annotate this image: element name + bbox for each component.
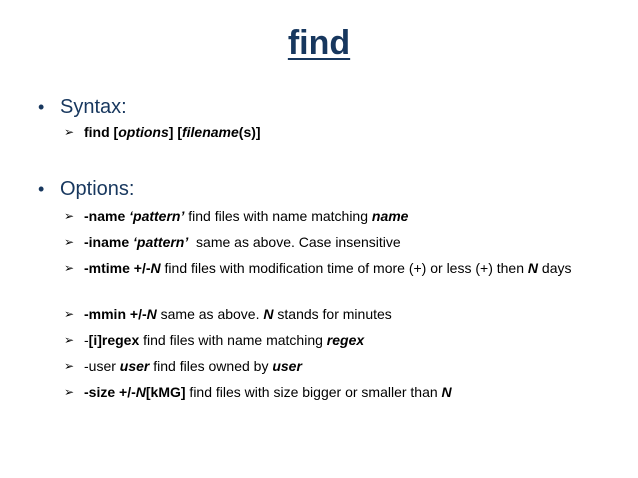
syntax-heading: Syntax: <box>60 96 127 118</box>
text-run: N <box>146 306 157 322</box>
text-run: -user <box>84 358 120 374</box>
syntax-item-text <box>84 122 604 143</box>
text-run: ‘pattern’ <box>133 234 189 250</box>
text-run: find [ <box>84 124 119 140</box>
text-run: find files owned by <box>149 358 273 374</box>
bullet-options <box>38 178 134 201</box>
options-item <box>64 258 604 279</box>
text-run: N <box>263 306 274 322</box>
bullet-syntax <box>38 96 127 119</box>
text-run: regex <box>326 332 365 348</box>
text-run: -mmin +/- <box>84 306 147 322</box>
text-run: find files with name matching <box>184 208 372 224</box>
arrow-bullet-icon: ➢ <box>64 307 75 321</box>
text-run: -iname <box>84 234 134 250</box>
text-run: name <box>371 208 409 224</box>
text-run: stands for minutes <box>273 306 392 322</box>
options-item <box>64 382 604 403</box>
options-item-text <box>84 356 604 377</box>
options-heading: Options: <box>60 178 135 200</box>
text-run: find files with name matching <box>139 332 327 348</box>
syntax-item <box>64 122 604 143</box>
text-run: -size +/- <box>84 384 136 400</box>
arrow-bullet-icon: ➢ <box>64 261 75 275</box>
text-run: [i]regex <box>88 332 140 348</box>
text-run: same as above. <box>156 306 264 322</box>
text-run: user <box>119 358 150 374</box>
text-run: find files with modification time of more (+) or less (+) then <box>160 260 528 276</box>
arrow-bullet-icon: ➢ <box>64 359 75 373</box>
bullet-dot-icon: • <box>38 179 45 199</box>
slide-title: find <box>287 24 351 62</box>
options-item-text <box>84 304 604 325</box>
options-item-text <box>84 382 604 403</box>
text-run: find files with size bigger or smaller than <box>185 384 442 400</box>
text-run: [kMG] <box>145 384 186 400</box>
options-item-text <box>84 330 604 351</box>
text-run: filename <box>181 124 239 140</box>
text-run: options <box>118 124 169 140</box>
text-run: ] [ <box>168 124 182 140</box>
options-item <box>64 330 604 351</box>
text-run: N <box>150 260 161 276</box>
text-run: N <box>441 384 452 400</box>
arrow-bullet-icon: ➢ <box>64 235 75 249</box>
text-run: N <box>527 260 539 276</box>
text-run: days <box>538 260 572 276</box>
options-item-text <box>84 258 604 279</box>
text-run: ‘pattern’ <box>129 208 185 224</box>
text-run: -name <box>84 208 130 224</box>
options-item-text <box>84 232 604 253</box>
text-run: N <box>135 384 146 400</box>
text-run: same as above. Case insensitive <box>188 234 401 250</box>
options-item <box>64 304 604 325</box>
arrow-bullet-icon: ➢ <box>64 125 75 139</box>
arrow-bullet-icon: ➢ <box>64 333 75 347</box>
text-run: - <box>84 332 89 348</box>
text-run: user <box>272 358 302 374</box>
options-item <box>64 356 604 377</box>
options-item <box>64 206 604 227</box>
arrow-bullet-icon: ➢ <box>64 385 75 399</box>
text-run: -mtime +/- <box>84 260 151 276</box>
options-item <box>64 232 604 253</box>
text-run: (s)] <box>238 124 261 140</box>
arrow-bullet-icon: ➢ <box>64 209 75 223</box>
options-item-text <box>84 206 604 227</box>
bullet-dot-icon: • <box>38 97 45 117</box>
